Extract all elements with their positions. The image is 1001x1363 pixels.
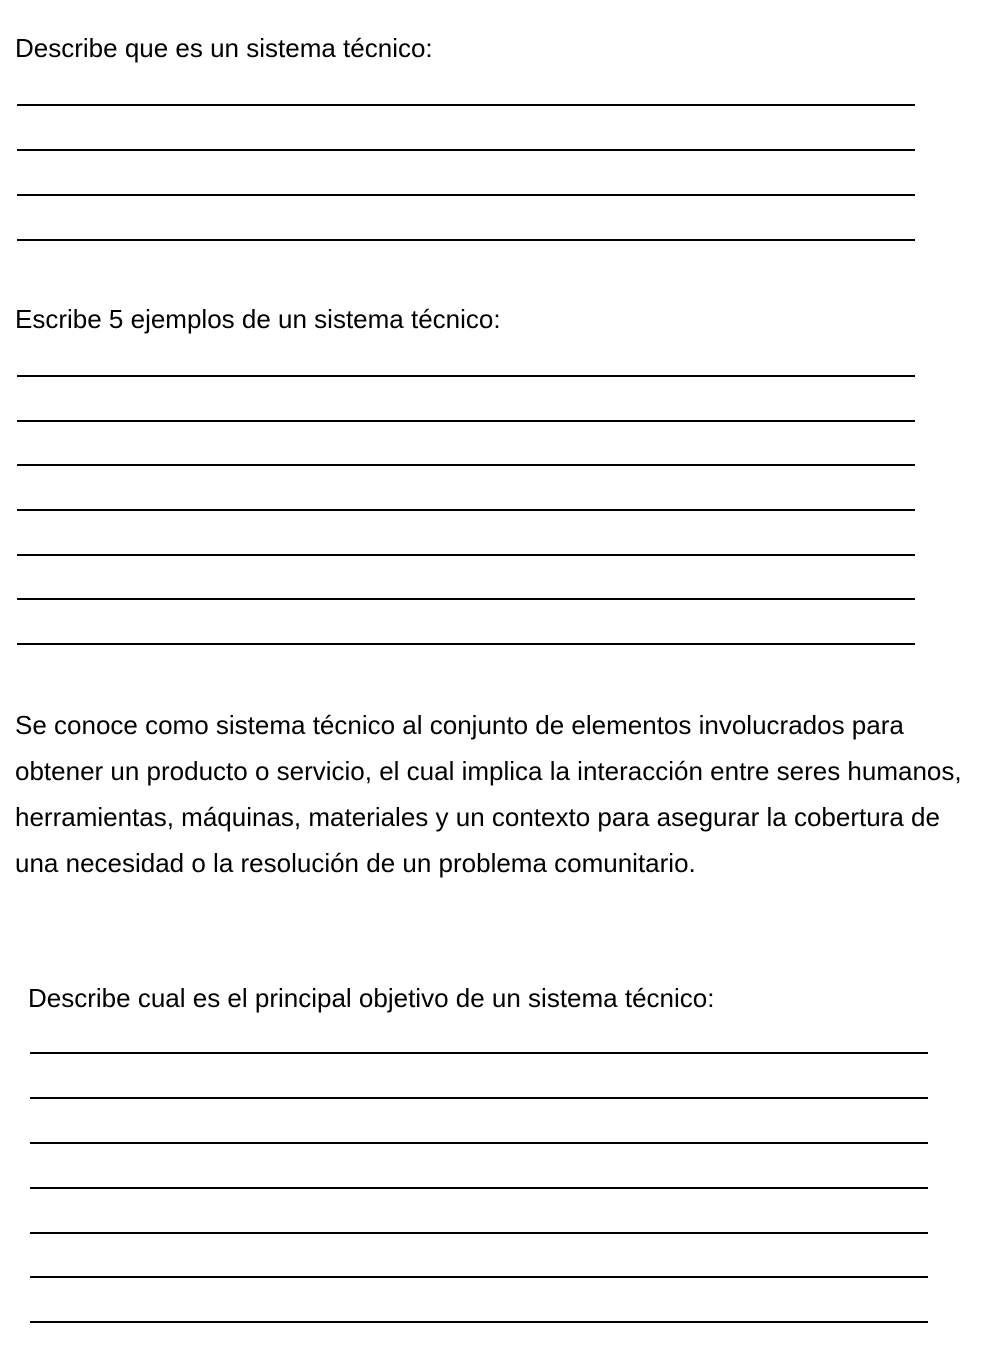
answer-line[interactable] xyxy=(30,1052,928,1054)
answer-line[interactable] xyxy=(17,104,915,106)
answer-line[interactable] xyxy=(17,643,915,645)
answer-line[interactable] xyxy=(30,1276,928,1278)
answer-line[interactable] xyxy=(30,1142,928,1144)
answer-line[interactable] xyxy=(17,149,915,151)
answer-line[interactable] xyxy=(17,420,915,422)
question-1-prompt: Describe que es un sistema técnico: xyxy=(15,33,433,63)
question-3-prompt: Describe cual es el principal objetivo de un sistema técnico: xyxy=(28,983,715,1013)
answer-line[interactable] xyxy=(17,464,915,466)
answer-line[interactable] xyxy=(30,1187,928,1189)
info-paragraph: Se conoce como sistema técnico al conjunto de elementos involucrados para obtener un producto o servicio, el cual implica la interacción entre seres humanos, herramientas, máquinas, materiales y un contexto para asegurar la cobertura de una necesidad o la resolución de un problema comunitario. xyxy=(15,710,962,878)
answer-line[interactable] xyxy=(30,1321,928,1323)
answer-line[interactable] xyxy=(30,1232,928,1234)
question-2-prompt: Escribe 5 ejemplos de un sistema técnico: xyxy=(15,304,501,334)
answer-line[interactable] xyxy=(17,598,915,600)
answer-line[interactable] xyxy=(17,194,915,196)
answer-line[interactable] xyxy=(17,509,915,511)
answer-line[interactable] xyxy=(17,554,915,556)
answer-line[interactable] xyxy=(30,1097,928,1099)
answer-line[interactable] xyxy=(17,239,915,241)
answer-line[interactable] xyxy=(17,375,915,377)
